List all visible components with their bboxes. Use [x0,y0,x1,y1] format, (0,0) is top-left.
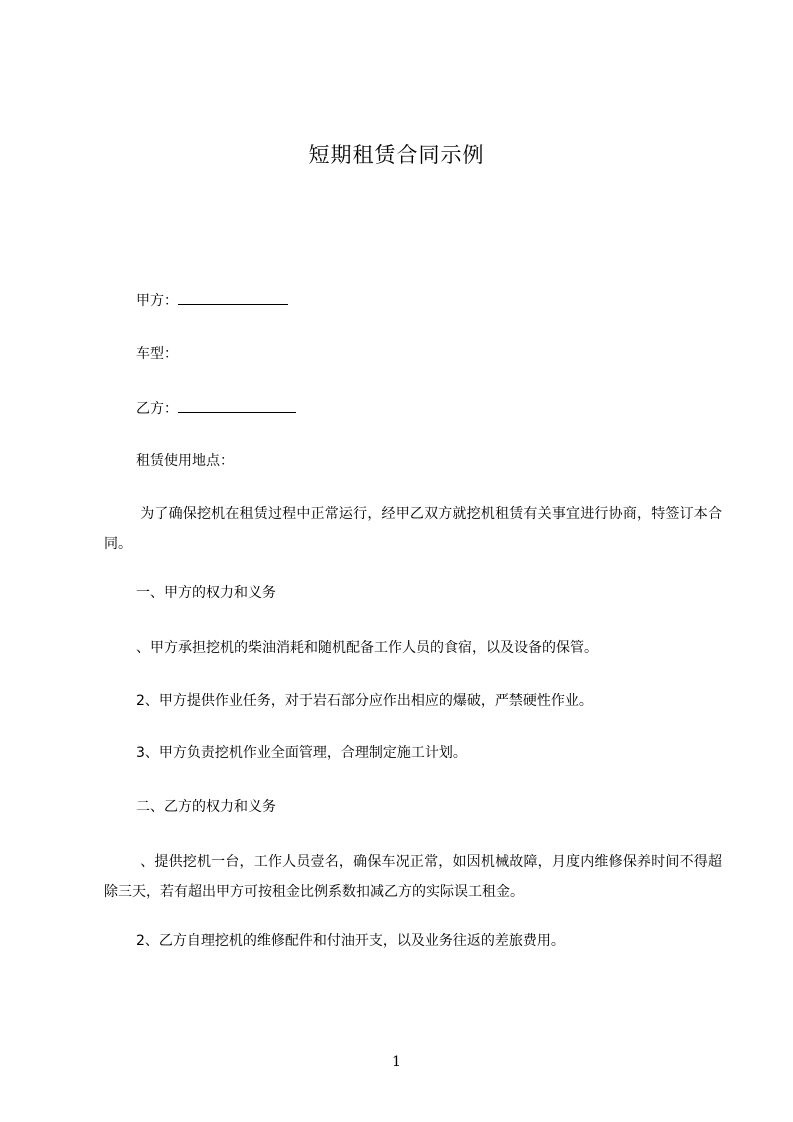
party-a-blank [178,290,288,305]
vehicle-line [136,344,178,364]
clause: 、甲方承担挖机的柴油消耗和随机配备工作人员的食宿，以及设备的保管。 [136,640,598,656]
page-number: 1 [392,1054,401,1070]
clause: 2、乙方自理挖机的维修配件和付油开支，以及业务往返的差旅费用。 [136,933,565,949]
section-heading: 二、乙方的权力和义务 [136,799,276,815]
intro-paragraph [104,499,722,559]
party-b-blank [178,398,296,413]
party-b-line [136,398,296,419]
vehicle-label: 车型： [136,346,178,362]
clause: 2、甲方提供作业任务，对于岩石部分应作出相应的爆破，严禁硬性作业。 [136,693,593,709]
location-line [136,451,234,471]
location-label: 租赁使用地点： [136,453,234,469]
document-title: 短期租赁合同示例 [308,143,485,167]
clause-paragraph [104,847,722,907]
section-heading: 一、甲方的权力和义务 [136,585,276,601]
intro-text: 为了确保挖机在租赁过程中正常运行，经甲乙双方就挖机租赁有关事宜进行协商，特签订本合同。 [104,506,722,552]
party-a-line [136,290,288,311]
party-b-label: 乙方： [136,401,178,417]
clause-text: 、提供挖机一台，工作人员壹名，确保车况正常，如因机械故障，月度内维修保养时间不得超除三天，若有超出甲方可按租金比例系数扣减乙方的实际误工租金。 [104,854,722,900]
clause: 3、甲方负责挖机作业全面管理，合理制定施工计划。 [136,745,467,761]
party-a-label: 甲方： [136,293,178,309]
